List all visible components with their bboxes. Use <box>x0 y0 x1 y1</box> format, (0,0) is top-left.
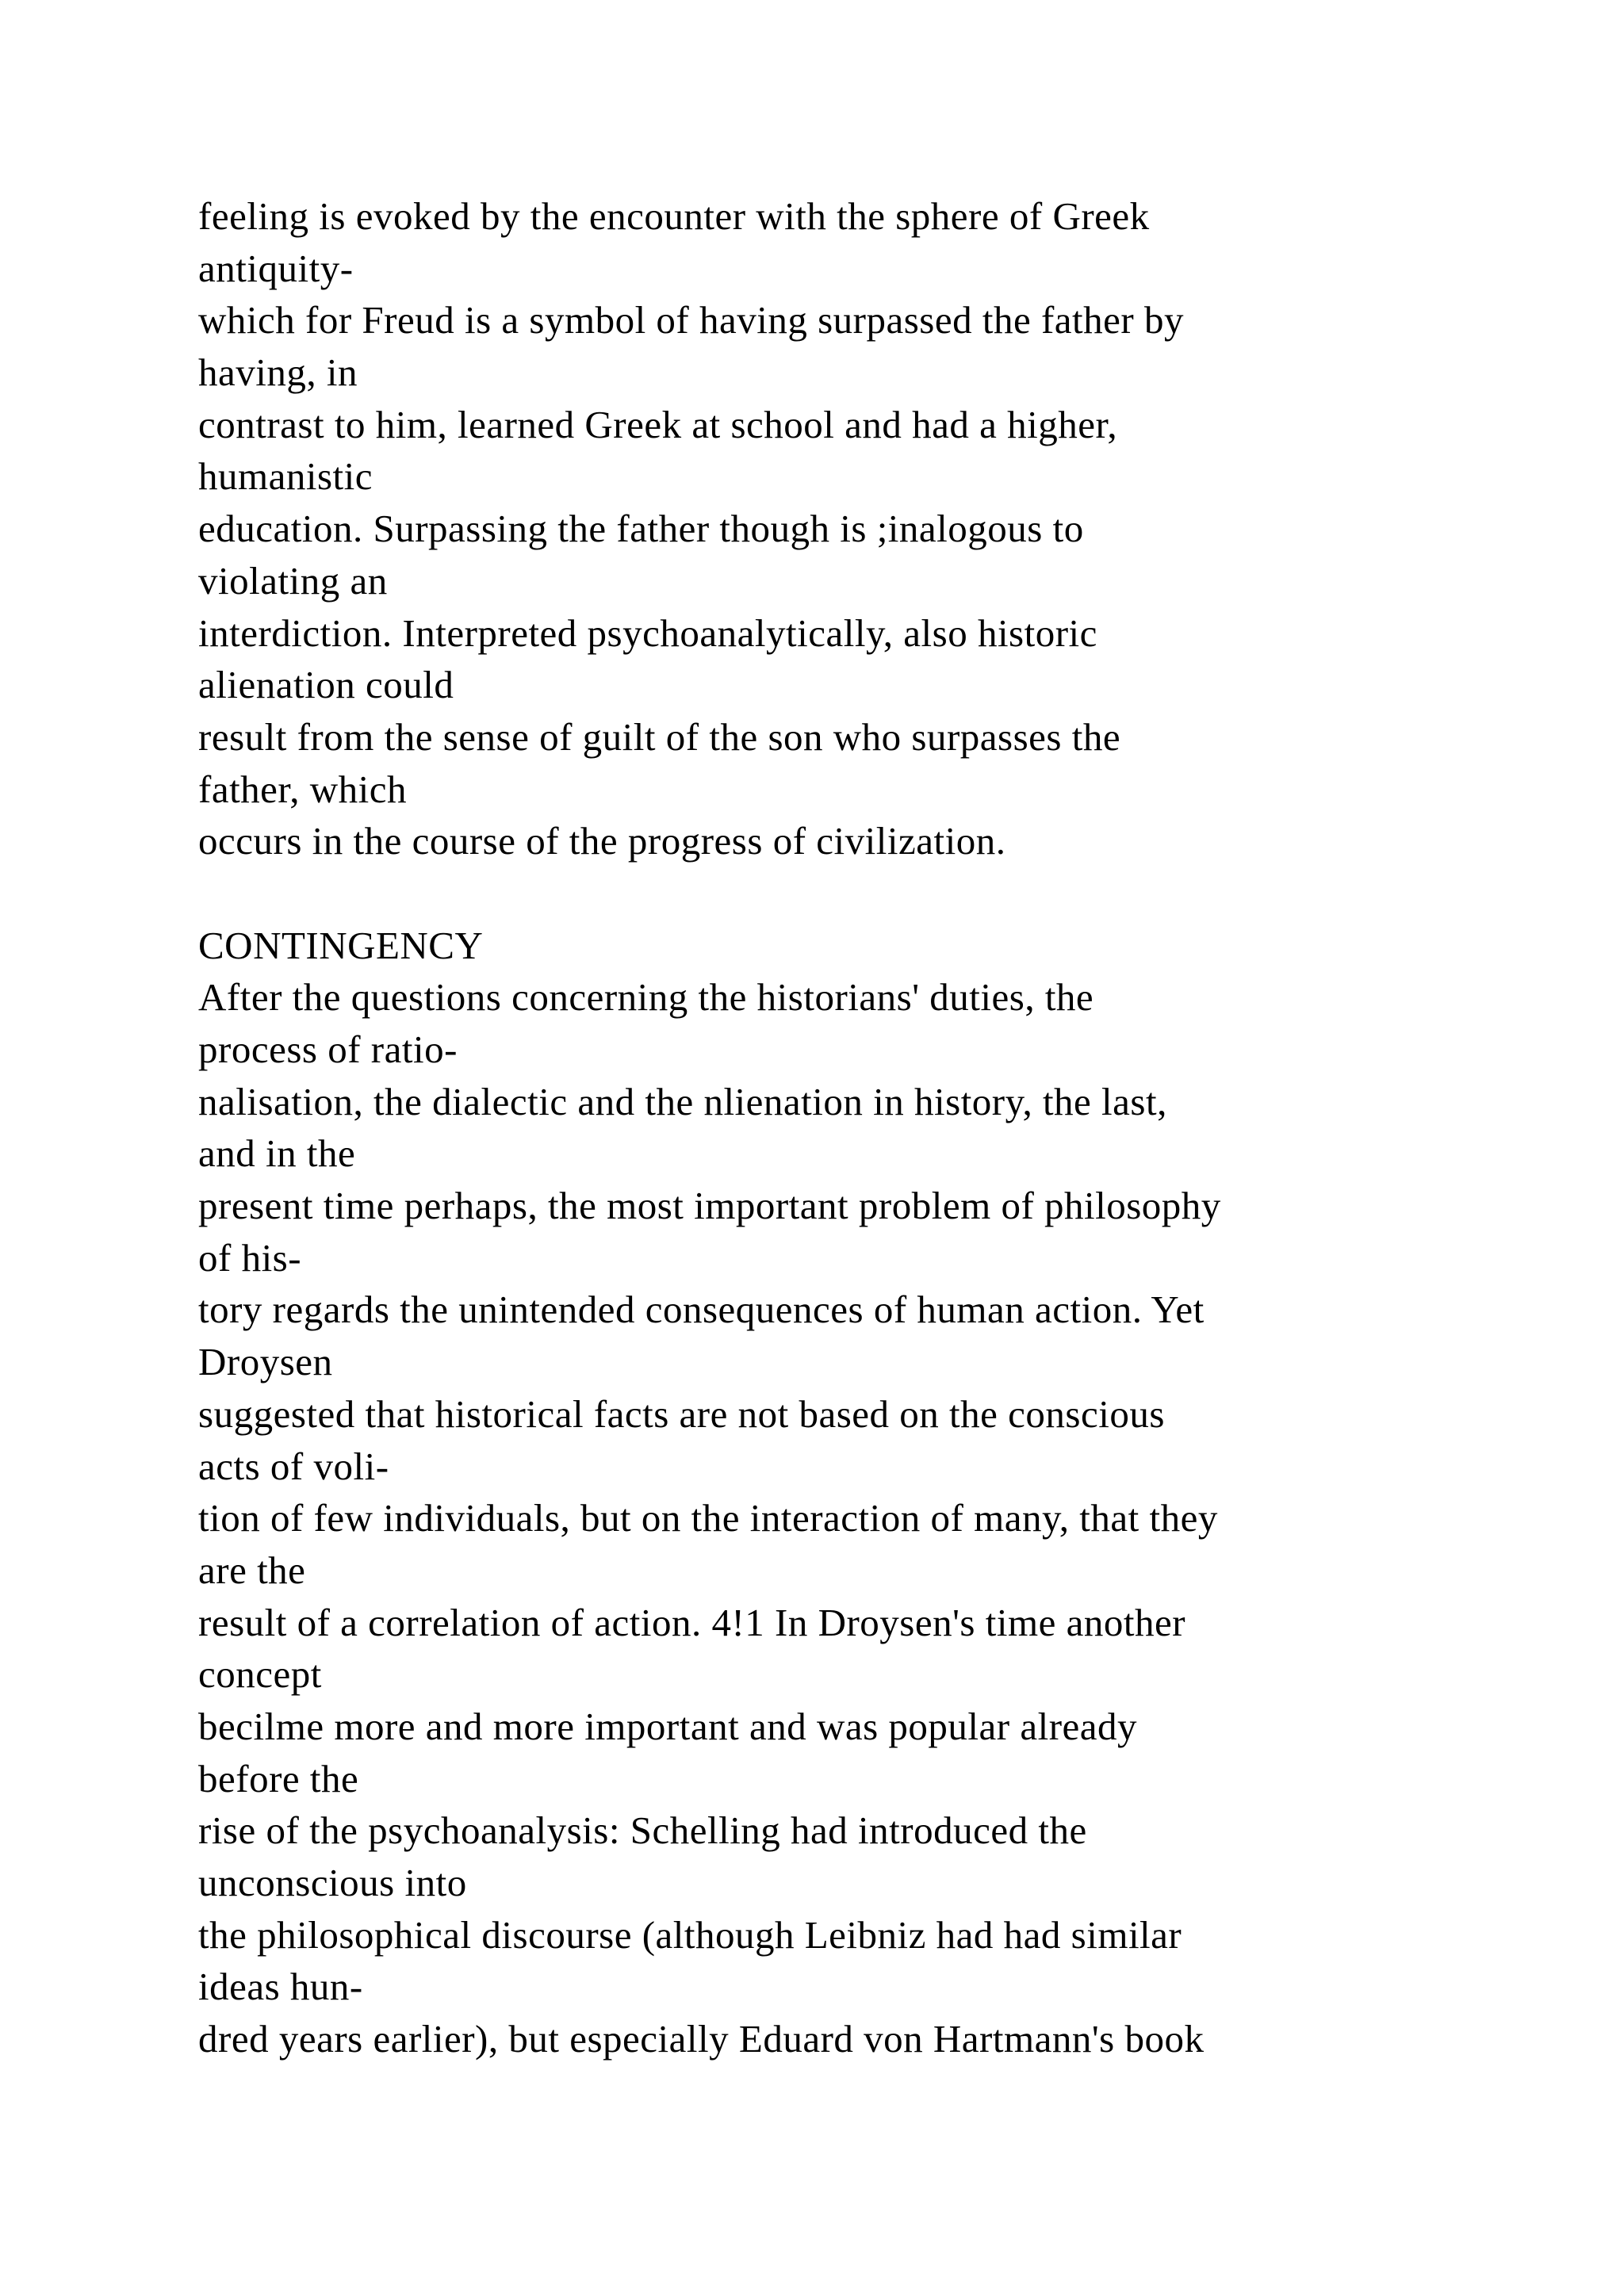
text-line: unconscious into <box>198 1861 467 1904</box>
paragraph-1 <box>198 190 1546 867</box>
text-line: contrast to him, learned Greek at school and had a higher, <box>198 402 1118 446</box>
text-line: tory regards the unintended consequences of human action. Yet <box>198 1288 1205 1332</box>
text-line: the philosophical discourse (although Leibniz had had similar <box>198 1912 1182 1957</box>
text-line: having, in <box>198 350 358 395</box>
text-line: violating an <box>198 558 388 603</box>
text-line: concept <box>198 1652 322 1697</box>
text-line: result from the sense of guilt of the son who surpasses the <box>198 714 1121 759</box>
paragraph-2 <box>198 971 1546 2064</box>
text-line: before the <box>198 1756 359 1800</box>
text-line: Droysen <box>198 1340 333 1384</box>
text-line: process of ratio- <box>198 1027 458 1071</box>
text-line: acts of voli- <box>198 1444 389 1488</box>
text-line: alienation could <box>198 663 454 707</box>
text-line: humanistic <box>198 454 373 499</box>
text-line: interdiction. Interpreted psychoanalytically, also historic <box>198 610 1097 655</box>
text-line: feeling is evoked by the encounter with the sphere of Greek <box>198 194 1150 238</box>
text-line: antiquity- <box>198 246 354 290</box>
text-line: which for Freud is a symbol of having surpassed the father by <box>198 298 1184 342</box>
document-text <box>198 190 1546 2065</box>
text-line: father, which <box>198 767 408 811</box>
text-line: becilme more and more important and was popular already <box>198 1704 1138 1748</box>
text-line: After the questions concerning the historians' duties, the <box>198 975 1094 1020</box>
text-line: and in the <box>198 1131 356 1176</box>
text-line: tion of few individuals, but on the interaction of many, that they <box>198 1496 1218 1540</box>
text-line: dred years earlier), but especially Eduard von Hartmann's book <box>198 2017 1205 2061</box>
paragraph-gap <box>198 867 1546 920</box>
section-heading: CONTINGENCY <box>198 923 484 967</box>
text-line: ideas hun- <box>198 1965 363 2009</box>
text-line: education. Surpassing the father though is ;inalogous to <box>198 507 1084 551</box>
text-line: suggested that historical facts are not based on the conscious <box>198 1391 1165 1436</box>
text-line: result of a correlation of action. 4!1 In Droysen's time another <box>198 1600 1186 1644</box>
text-line: rise of the psychoanalysis: Schelling had introduced the <box>198 1808 1087 1853</box>
text-line: nalisation, the dialectic and the nlienation in history, the last, <box>198 1079 1167 1123</box>
text-line: present time perhaps, the most important problem of philosophy <box>198 1184 1221 1228</box>
text-line: of his- <box>198 1235 302 1280</box>
text-line: are the <box>198 1548 306 1592</box>
text-line: occurs in the course of the progress of civilization. <box>198 819 1006 863</box>
